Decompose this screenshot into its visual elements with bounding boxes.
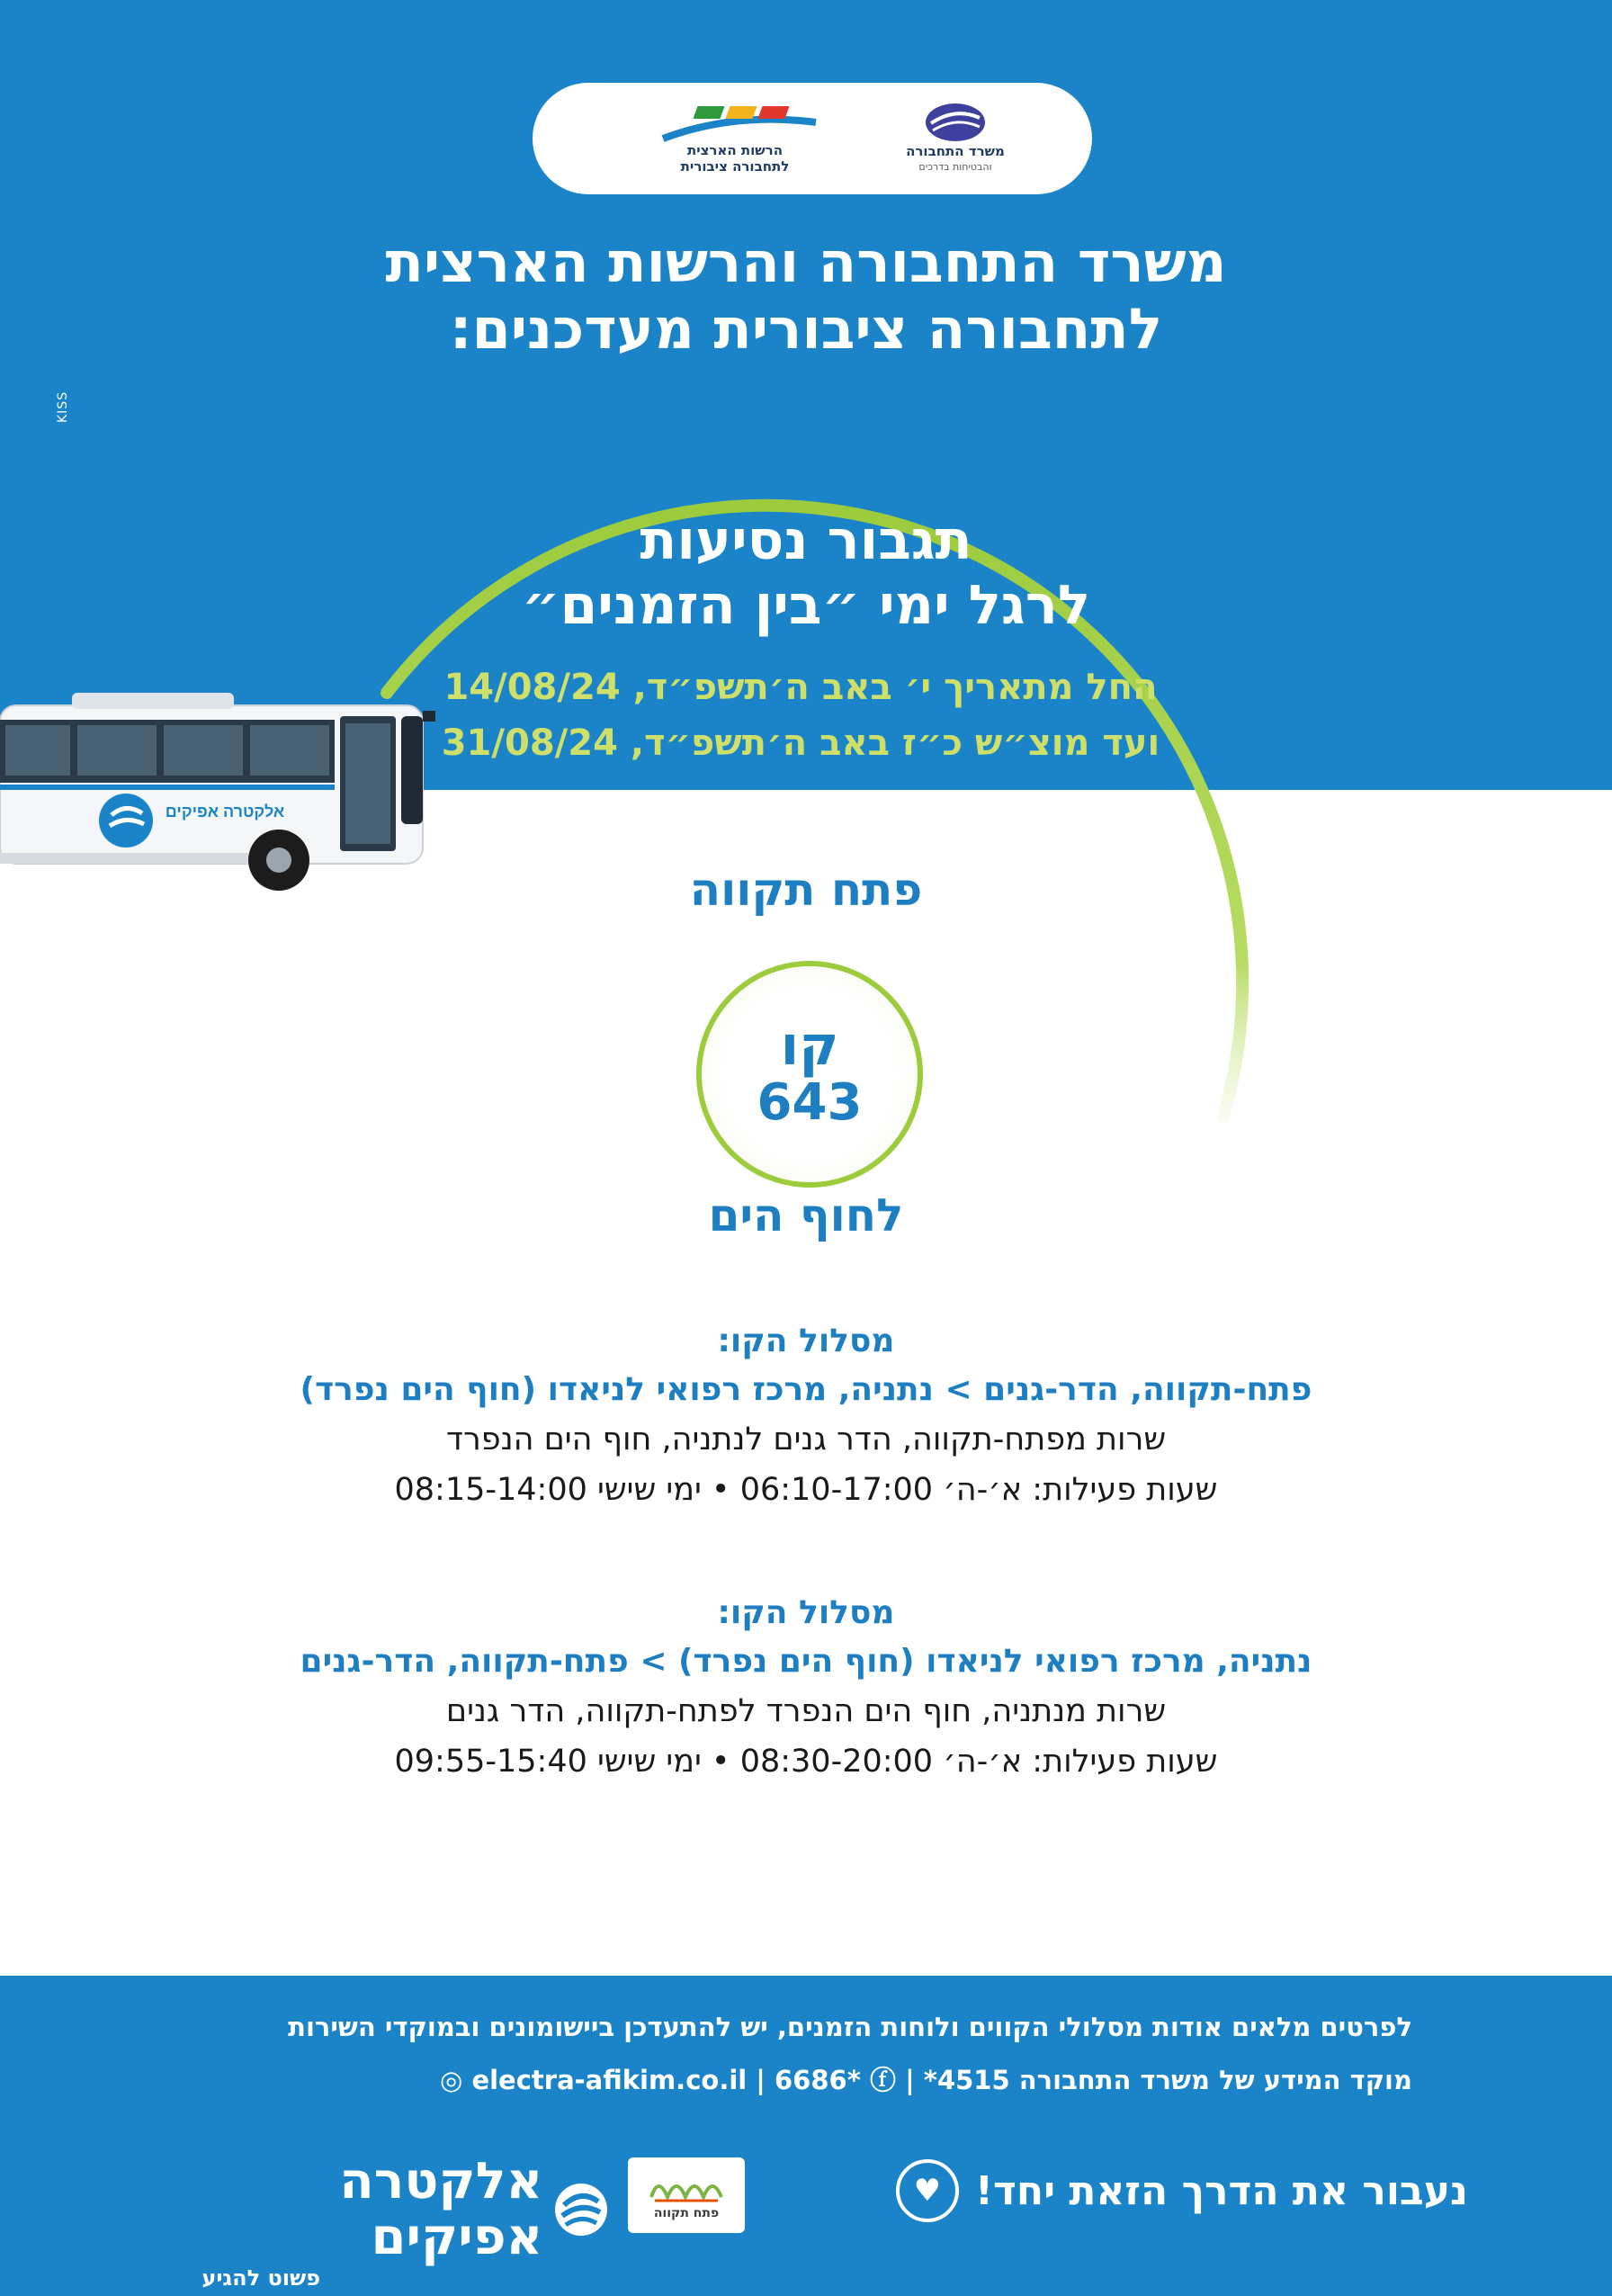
brand-tagline: פשוט להגיע — [202, 2265, 320, 2291]
route-title: מסלול הקו: — [717, 1594, 895, 1631]
heart-hands-icon: ♥ — [896, 2159, 959, 2222]
route-title: מסלול הקו: — [717, 1323, 895, 1359]
date-to: ועד מוצ״ש כ״ז באב ה׳תשפ״ד, 31/08/24 — [441, 722, 1160, 764]
announcement-line2: לרגל ימי ״בין הזמנים״ — [521, 574, 1091, 637]
ministry-logo-line2: והבטיחות בדרכים — [918, 161, 992, 173]
route-hours: שעות פעילות: א׳-ה׳ 06:10-17:00 • ימי שישי 08:15-14:00 — [394, 1472, 1218, 1508]
brand-name: אלקטרה אפיקים — [339, 2152, 543, 2266]
petah-tikva-logo-icon — [646, 2170, 727, 2206]
petah-tikva-logo — [628, 2157, 745, 2233]
authority-logo-icon — [645, 103, 825, 142]
route-block-1 — [176, 1317, 1436, 1515]
headline-line1: משרד התחבורה והרשות הארצית — [385, 229, 1227, 295]
route-description: שרות מפתח-תקווה, הדר גנים לנתניה, חוף הים הנפרד — [445, 1422, 1167, 1457]
line-word: קו — [780, 1015, 839, 1078]
logo-pill — [533, 83, 1092, 194]
origin-city: פתח תקווה — [689, 864, 923, 916]
authority-logo-line2: לתחבורה ציבורית — [680, 158, 790, 175]
route-path: פתח-תקווה, הדר-גנים > נתניה, מרכז רפואי לניאדו (חוף הים נפרד) — [300, 1371, 1312, 1408]
footer-info-line1: לפרטים מלאים אודות מסלולי הקווים ולוחות הזמנים, יש להתעדכן ביישומונים ובמוקדי השירות — [288, 2012, 1412, 2042]
route-path: נתניה, מרכז רפואי לניאדו (חוף הים נפרד) > פתח-תקווה, הדר-גנים — [300, 1643, 1312, 1680]
ministry-logo-line1: משרד התחבורה — [906, 143, 1005, 159]
route-block-2 — [176, 1589, 1436, 1787]
side-mark: KISS — [56, 390, 70, 423]
headline-line2: לתחבורה ציבורית מעדכנים: — [449, 296, 1163, 362]
slogan — [896, 2159, 1468, 2222]
line-number-badge — [696, 961, 923, 1188]
authority-logo-line1: הרשות הארצית — [686, 142, 784, 158]
bus-illustration — [0, 684, 441, 891]
date-from: החל מתאריך י׳ באב ה׳תשפ״ד, 14/08/24 — [443, 667, 1158, 708]
announcement-line1: תגבור נסיעות — [640, 509, 972, 572]
line-number: 643 — [757, 1073, 863, 1132]
slogan-text: נעבור את הדרך הזאת יחד! — [974, 2167, 1468, 2214]
petah-tikva-logo-text: פתח תקווה — [653, 2206, 720, 2220]
destination: לחוף הים — [708, 1189, 904, 1242]
electra-afikim-brand — [158, 2154, 608, 2291]
bus-operator-label: אלקטרה אפיקים — [165, 803, 285, 821]
ministry-logo-icon — [924, 102, 987, 143]
route-hours: שעות פעילות: א׳-ה׳ 08:30-20:00 • ימי שישי 09:55-15:40 — [394, 1744, 1218, 1780]
electra-logo-icon — [553, 2182, 608, 2238]
footer-info-line2: מוקד המידע של משרד התחבורה 4515* | electra-afikim.co.il | 6686* ⓕ ◎ — [440, 2065, 1412, 2095]
ministry-logo — [892, 83, 1018, 194]
route-description: שרות מנתניה, חוף הים הנפרד לפתח-תקווה, הדר גנים — [445, 1693, 1167, 1729]
authority-logo — [631, 83, 838, 194]
